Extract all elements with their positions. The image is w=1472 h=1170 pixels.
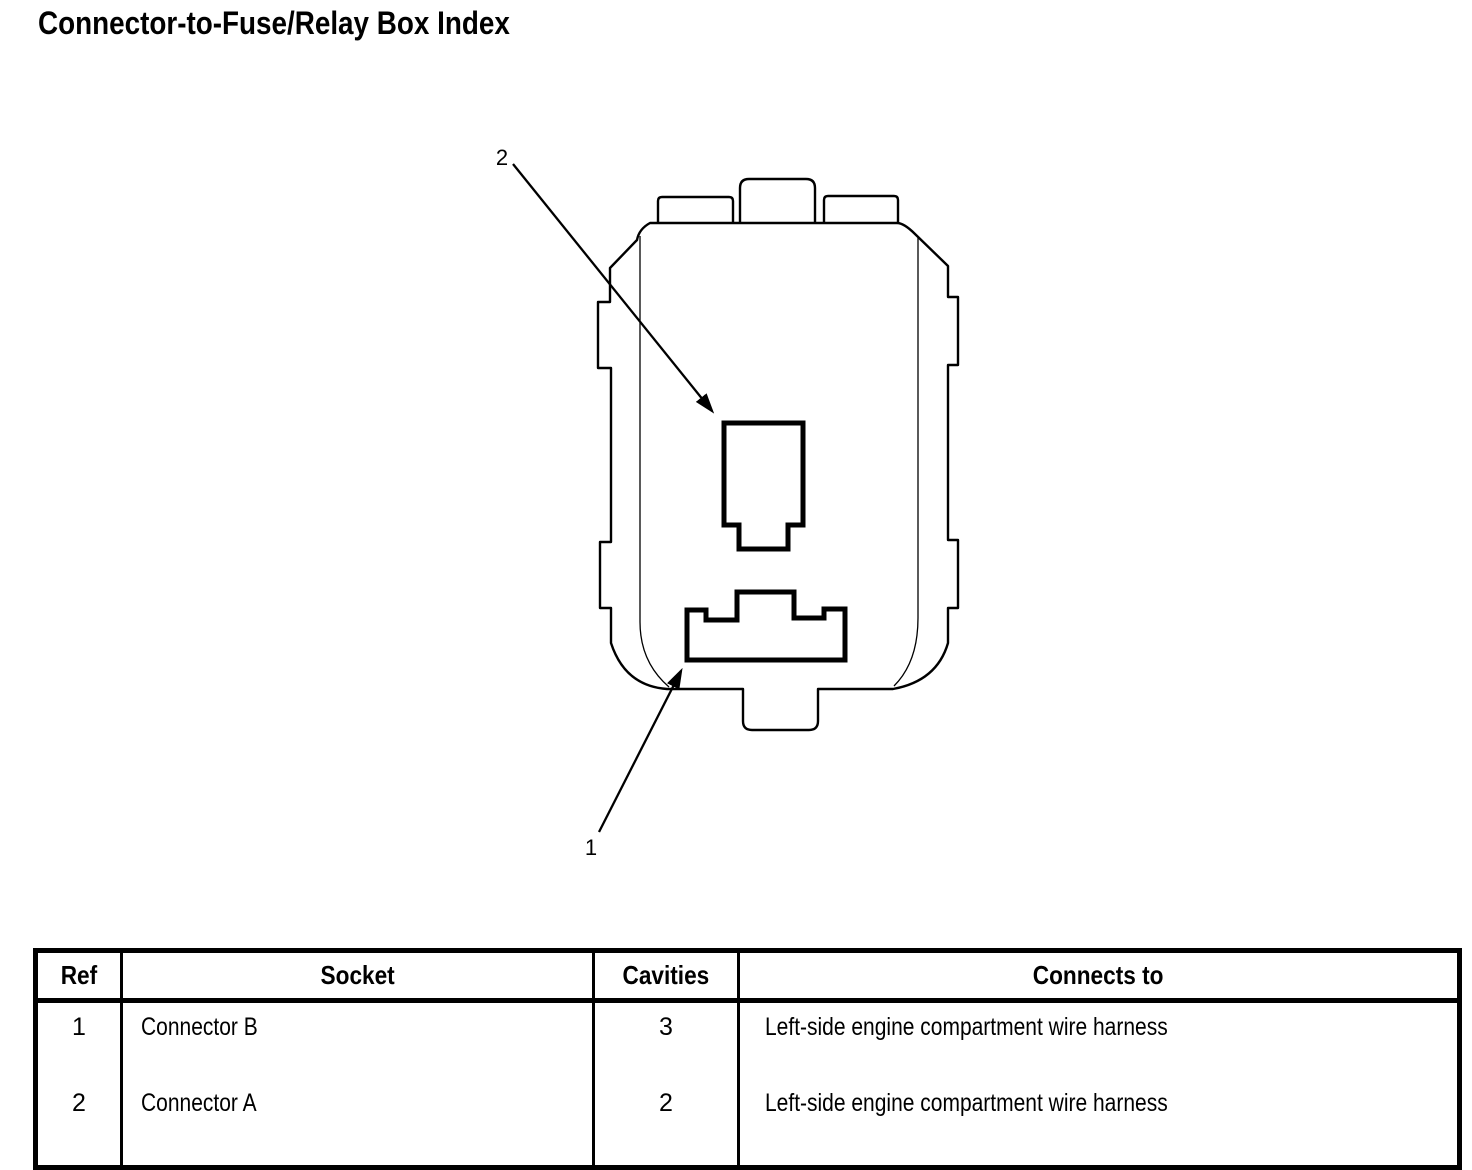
box-inner-line-left bbox=[640, 236, 669, 687]
cell-socket: Connector A bbox=[122, 1079, 594, 1168]
cell-ref: 1 bbox=[36, 1001, 122, 1080]
callout-1-label: 1 bbox=[584, 835, 598, 860]
cell-connects-to: Left-side engine compartment wire harness bbox=[739, 1079, 1460, 1168]
connector-index-table bbox=[33, 948, 1462, 1170]
cell-cavities: 3 bbox=[594, 1001, 739, 1080]
connector-b-socket bbox=[687, 592, 845, 660]
connector-a-socket bbox=[724, 423, 803, 549]
cell-connects-to: Left-side engine compartment wire harness bbox=[739, 1001, 1460, 1080]
callout-1-arrow bbox=[599, 671, 681, 832]
table-row-connector-a bbox=[36, 1079, 1460, 1168]
box-body-outline bbox=[598, 223, 958, 730]
cell-cavities: 2 bbox=[594, 1079, 739, 1168]
box-top-tab-center bbox=[740, 179, 815, 222]
header-connects-to: Connects to bbox=[739, 951, 1460, 1001]
header-cavities: Cavities bbox=[594, 951, 739, 1001]
header-ref: Ref bbox=[36, 951, 122, 1001]
table-row-connector-b bbox=[36, 1001, 1460, 1080]
page-title-text: Connector-to-Fuse/Relay Box Index bbox=[38, 5, 510, 41]
box-top-tab-left bbox=[658, 197, 733, 222]
callout-2-label: 2 bbox=[495, 145, 509, 170]
cell-ref: 2 bbox=[36, 1079, 122, 1168]
index-table-header-row bbox=[36, 951, 1460, 1001]
callout-2-arrow bbox=[513, 164, 712, 411]
box-inner-line-right bbox=[894, 238, 918, 686]
box-top-tab-right bbox=[824, 196, 898, 222]
header-socket: Socket bbox=[122, 951, 594, 1001]
cell-socket: Connector B bbox=[122, 1001, 594, 1080]
